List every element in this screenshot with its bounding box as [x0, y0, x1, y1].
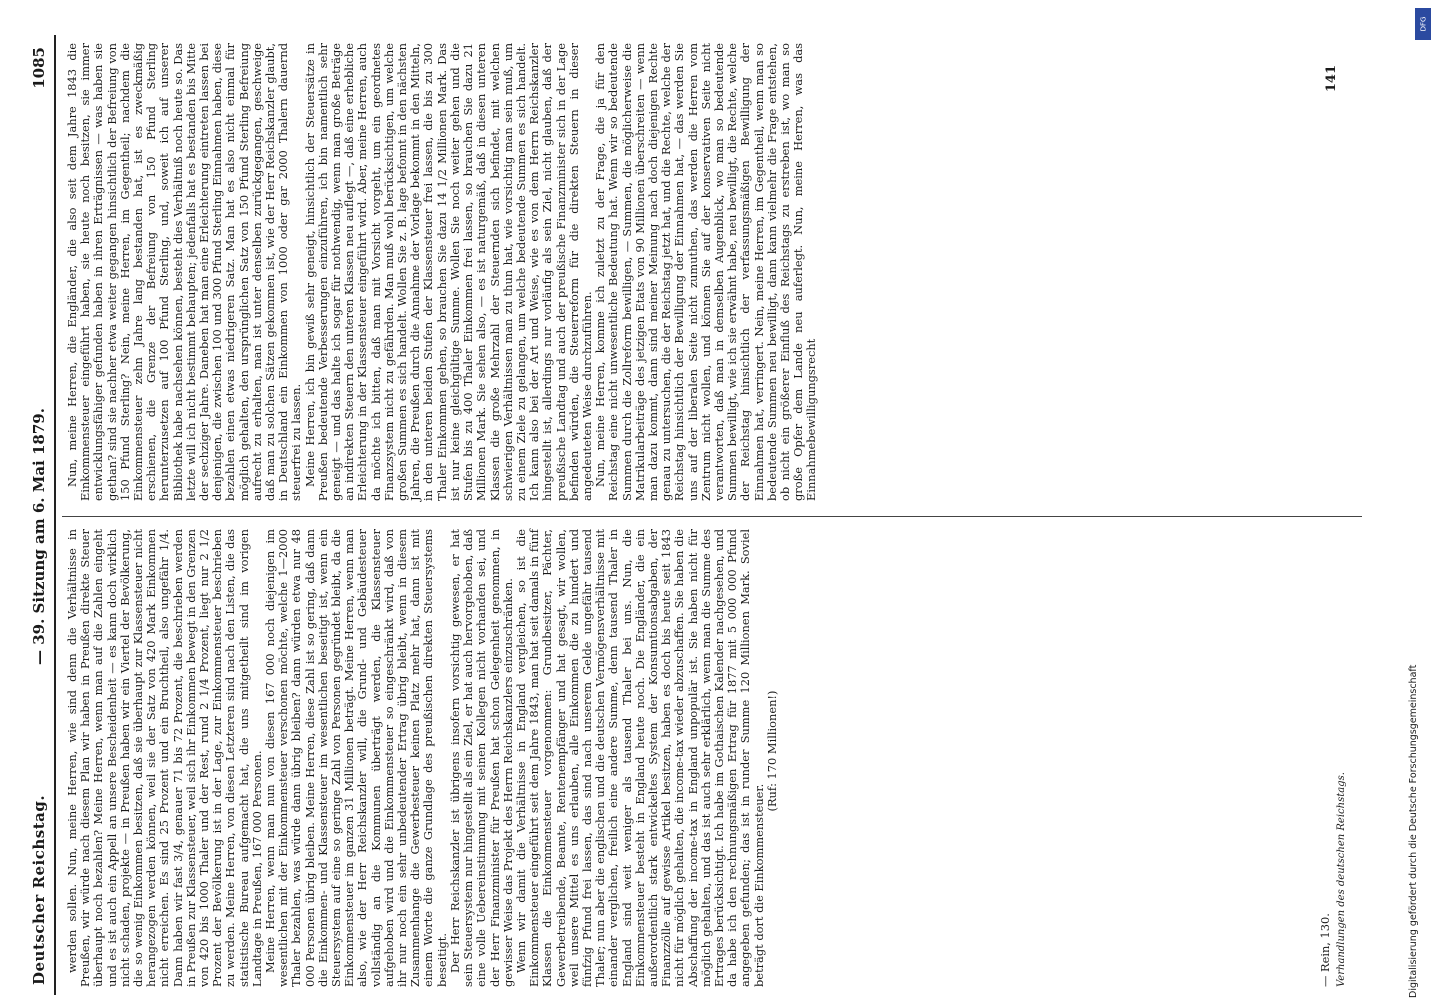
header-rule	[54, 35, 56, 995]
digitization-credit	[1408, 8, 1428, 998]
paragraph: Nun, meine Herren, komme ich zuletzt zu der Frage, die ja für den Reichstag eine nicht unwesentliche Bedeutung hat. Wenn wir so bedeutende Summen durch die Zollreform bewilligen, — Summen, die möglicherweise die Matrikularbeiträge des jetzigen Etats von 90 Millionen überschreiten — wenn man dazu kommt, dann sind meiner Meinung nach doch diejenigen Rechte genau zu untersuchen, die der Reichstag jetzt hat, und die Rechte, welche der Reichstag hinsichtlich der Bewilligung der Einnahmen hat, — das werden Sie uns auf der liberalen Seite nicht zumuthen, das werden die Herren vom Zentrum nicht wollen, und können Sie auf der konservativen Seite nicht verantworten, daß man in demselben Augenblick, wo man so bedeutende Summen bewilligt, wie ich sie erwähnt habe, neu bewilligt, die Rechte, welche der Reichstag hinsichtlich der verfassungsmäßigen Bewilligung der Einnahmen hat, verringert. Nein, meine Herren, im Gegentheil, wenn man so bedeutende Summen neu bewilligt, dann kann vielmehr die Frage entstehen, ob nicht ein größerer Einfluß des Reichstags zu erstreben ist, wo man so große Opfer dem Lande neu auferlegt. Nun, meine Herren, was das Einnahmebewilligungsrecht	[593, 43, 819, 501]
column-divider	[62, 516, 1362, 517]
right-text-column	[66, 43, 819, 501]
rotated-document-page	[20, 35, 1400, 995]
digitization-credit-text: Digitalisierung gefördert durch die Deutsche Forschungsgemeinschaft	[1408, 664, 1419, 998]
interjection: (Ruf: 170 Millionen!)	[764, 690, 779, 812]
left-text-column	[66, 529, 779, 987]
paragraph: Der Herr Reichskanzler ist übrigens insofern vorsichtig gewesen, er hat sein Steuersystem nur hingestellt als ein Ziel, er hat auch hervorgehoben, daß eine volle Uebereinstimmung mit seinen Kollegen nicht vorhanden sei, und der Herr Finanzminister für Preußen hat schon Gelegenheit genommen, in gewisser Weise das Projekt des Herrn Reichskanzlers einzuschränken.	[447, 529, 515, 987]
paragraph: Wenn wir damit die Verhältnisse in England vergleichen, so ist die Einkommensteuer eingeführt seit dem Jahre 1843, man hat seit damals in fünf Klassen die Einkommensteuer vorgenommen: Grundbesitzer, Pächter, Gewerbetreibende, Beamte, Rentenempfänger und hat gesagt, wir wollen, weil unsere Mittel es uns erlauben, alle Einkommen die zu hundert und fünfzig Pfund frei lassen, das sind nach unserem Gelde ungefähr tausend Thaler; nun aber die englischen und die deutschen Vermögensverhältnisse mit einander verglichen, freilich eine andere Summe, denn tausend Thaler in England sind weit weniger als tausend Thaler bei uns. Nun, die Einkommensteuer besteht in England heute noch. Die Engländer, die ein außerordentlich stark entwickeltes System der Konsumtionsabgaben, der Finanzzölle auf gewisse Artikel besitzen, haben es doch bis heute seit 1843 nicht für möglich gehalten, die income-tax wieder abzuschaffen. Sie haben die Abschaffung der income-tax in England unpopulär ist. Sie haben nicht für möglich gehalten, und das ist auch sehr erklärlich, wenn man die Summe des Ertrages berücksichtigt. Ich habe im Gothaischen Kalender nachgesehen, und da habe ich den rechnungsmäßigen Ertrag für 1877 mit 5 000 000 Pfund angegeben gefunden; das ist in runder Summe 120 Millionen Mark. Soviel beträgt dort die Einkommensteuer.	[513, 529, 766, 987]
dfg-logo-text: DFG	[1419, 16, 1427, 32]
footer-session-reference: — Rein, 130.	[1318, 913, 1332, 987]
sheet-number: 141	[1324, 65, 1339, 93]
paragraph: werden sollen. Nun, meine Herren, wie sind denn die Verhältnisse in Preußen, wir würde nach diesem Plan wir haben in Preußen direkte Steuer überhaupt noch bezahlen? Meine Herren, wenn man auf die Zahlen eingeht und es ist auch ein Appell an unsere Bescheidenheit — es kann doch wirklich nicht schaden, projekte — in Preußen haben wir ein Viertel der Bevölkerung, die so wenig Einkommen besitzen, daß sie überhaupt zur Klassensteuer nicht herangezogen werden können, weil sie der Satz von 420 Mark Einkommen nicht erreichen. Es sind 25 Prozent und ein Bruchtheil, also ungefähr 1/4. Dann haben wir fast 3/4, genauer 71 bis 72 Prozent, die beschrieben werden in Preußen zur Klassensteuer, weil sich ihr Einkommen bewegt in den Grenzen von 420 bis 1000 Thaler und der Rest, rund 2 1/4 Prozent, liegt nur 2 1/2 Prozent der Bevölkerung ist in der Lage, zur Einkommensteuer beschrieben zu werden. Meine Herren, von diesen Letzteren sind nach den Listen, die das statistische Bureau aufgemacht hat, die uns mitgetheilt sind im vorigen Landtage in Preußen, 167 000 Personen.	[65, 529, 264, 987]
paragraph: Meine Herren, ich bin gewiß sehr geneigt, hinsichtlich der Steuersätze in Preußen bedeutende Verbesserungen einzuführen, ich bin namentlich sehr geneigt — und das halte ich sogar für nothwendig, wenn man große Beträge an indirekten Steuern den unteren Klassen neu auflegt —, daß eine erhebliche Erleichterung in der Klassensteuer eingeführt wird. Aber, meine Herren, auch da möchte ich bitten, daß man mit Vorsicht vorgeht, um ein geordnetes Finanzsystem nicht zu gefährden. Man muß wohl berücksichtigen, um welche großen Summen es sich handelt. Wollen Sie z. B. lage befonnt in den nächsten Jahren, die Preußen durch die Annahme der Vorlage bekommt in den Mitteln, in den unteren beiden Stufen der Klassensteuer frei lassen, die bis zu 300 Thaler Einkommen gehen, so brauchen Sie dazu 14 1/2 Millionen Mark. Das ist nur keine gleichgültige Summe. Wollen Sie noch weiter gehen und die Stufen bis zu 400 Thaler Einkommen frei lassen, so brauchen Sie dazu 21 Millionen Mark. Sie sehen also, — es ist naturgemäß, daß in diesen unteren Klassen die große Mehrzahl der Steuernden sich befindet, mit welchen schwierigen Verhältnissen man zu thun hat, wie vorsichtig man sein muß, um zu einem Ziele zu gelangen, um welche bedeutende Summen es sich handelt. Ich kann also bei der Art und Weise, wie es von dem Herrn Reichskanzler hingestellt ist, allerdings nur vorläufig als sein Ziel, nicht glauben, daß der preußische Landtag und auch der preußische Finanzminister sich in der Lage befinden würden, die Steuerreform für die direkten Steuern in dieser angedeuteten Weise durchzuführen.	[302, 43, 594, 501]
footer-publication-name: Verhandlungen des deutschen Reichstags.	[1336, 772, 1347, 987]
page-number: 1085	[30, 47, 48, 89]
page-header	[28, 35, 56, 995]
header-publication-title: Deutscher Reichstag.	[30, 794, 48, 985]
dfg-logo-badge	[1415, 8, 1431, 40]
header-session-date: — 39. Sitzung am 6. Mai 1879.	[30, 408, 48, 665]
paragraph: Meine Herren, wenn man nun von diesen 167 000 noch diejenigen im wesentlichen mit der Einkommensteuer verschonen möchte, welche 1—2000 Thaler bezahlen, was würde dann übrig bleiben? dann würden etwa nur 48 000 Personen übrig bleiben. Meine Herren, diese Zahl ist so gering, daß dann die Einkommen- und Klassensteuer im wesentlichen beseitigt ist, wenn ein Steuersystem auf eine so geringe Zahl von Personen gegründet bleibt, da die Einkommensteuer im ganzen 31 Millionen beträgt. Meine Herren, wenn man also, wie der Herr Reichskanzler will, die Grund- und Gebäudesteuer vollständig an die Kommunen überträgt werden, die Klassensteuer aufgehoben wird und die Einkommensteuer so eingeschränkt wird, daß von ihr nur noch ein sehr unbedeutender Ertrag übrig bleibt, wenn in diesem Zusammenhange die Gewerbesteuer keinen Platz mehr hat, dann ist mit einem Worte die ganze Grundlage des preußischen direkten Steuersystems beseitigt.	[263, 529, 449, 987]
paragraph: Nun, meine Herren, die Engländer, die also seit dem Jahre 1843 die Einkommensteuer eingeführt haben, sie heute noch besitzen, sie immer entwicklungsfähiger gefunden haben in ihren Erträgnissen — was haben sie gethan? sind sie nachher etwa weiter gegangen hinsichtlich der Befreiung von 150 Pfund Sterling? Nein, meine Herren, im Gegentheil; nachdem die Einkommensteuer zehn Jahre lang bestanden hat, ist es zweckmäßig erschienen, die Grenze der Befreiung von 150 Pfund Sterling herunterzusetzen auf 100 Pfund Sterling, und, soweit ich auf unserer Bibliothek habe nachsehen können, besteht dies Verhältniß noch heute so. Das letzte will ich nicht bestimmt behaupten; jedenfalls hat es bestanden bis Mitte der sechziger Jahre. Daneben hat man eine Erleichterung eintreten lassen bei denjenigen, die zwischen 100 und 300 Pfund Sterling Einnahmen haben, diese bezahlen einen etwas niedrigeren Satz. Man hat es also nicht einmal für möglich gehalten, den ursprünglichen Satz von 150 Pfund Sterling Befreiung aufrecht zu erhalten, man ist unter denselben zurückgegangen, geschweige daß man zu solchen Sätzen gekommen ist, wie der Herr Reichskanzler glaubt, in Deutschland ein Einkommen von 1000 oder gar 2000 Thalern dauernd steuerfrei zu lassen.	[65, 43, 304, 501]
